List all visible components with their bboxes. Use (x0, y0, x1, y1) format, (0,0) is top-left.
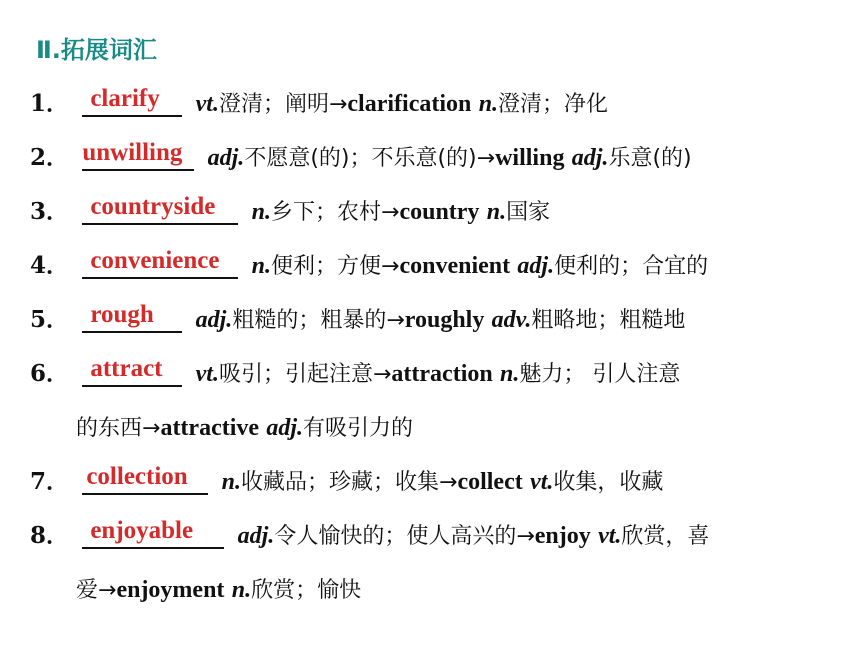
derived-word: willing (495, 145, 565, 171)
answer-word: clarify (90, 85, 160, 112)
derived-word: roughly (404, 307, 485, 333)
item-number: 7． (30, 468, 70, 495)
derived-pos: n. (486, 199, 507, 225)
continued-pos: n. (231, 577, 252, 603)
item-number: 3． (30, 198, 70, 225)
vocab-item-8-continued (76, 570, 840, 610)
item-number: 1． (30, 90, 70, 117)
derived-word: enjoy (534, 523, 591, 549)
vocab-item-4 (30, 246, 840, 286)
part-of-speech: vt. (195, 361, 219, 387)
derived-word: country (399, 199, 480, 225)
answer-blank (82, 303, 182, 333)
derived-definition: 欣赏，喜 (621, 524, 710, 549)
derived-definition: 粗略地；粗糙地 (531, 308, 686, 333)
derived-definition: 便利的；合宜的 (554, 254, 709, 279)
part-of-speech: n. (251, 199, 271, 225)
derived-pos: n. (478, 91, 499, 117)
derived-pos: adv. (491, 307, 532, 333)
answer-word: rough (90, 301, 154, 328)
answer-blank (82, 465, 208, 495)
answer-blank (82, 141, 194, 171)
definition: 粗糙的；粗暴的→ (232, 308, 405, 333)
derived-pos: vt. (598, 523, 622, 549)
definition: 澄清；阐明→ (218, 92, 348, 117)
vocab-item-3 (30, 192, 840, 232)
item-number: 8． (30, 522, 70, 549)
continued-definition: 有吸引力的 (303, 416, 414, 441)
item-number: 5． (30, 306, 70, 333)
definition: 不愿意(的)；不乐意(的)→ (244, 146, 496, 171)
part-of-speech: vt. (195, 91, 219, 117)
definition: 令人愉快的；使人高兴的→ (274, 524, 535, 549)
vocab-item-2 (30, 138, 840, 178)
answer-word: unwilling (82, 139, 183, 166)
item-number: 4． (30, 252, 70, 279)
continued-text: 爱→ (76, 578, 117, 603)
answer-word: convenience (90, 247, 220, 274)
continued-word: enjoyment (116, 577, 225, 603)
answer-blank (82, 87, 182, 117)
section-title: Ⅱ.拓展词汇 (36, 36, 157, 64)
part-of-speech: adj. (195, 307, 233, 333)
derived-pos: adj. (517, 253, 555, 279)
continued-text: 的东西→ (76, 416, 161, 441)
derived-definition: 收集，收藏 (553, 470, 664, 495)
part-of-speech: n. (251, 253, 271, 279)
answer-word: attract (90, 355, 163, 382)
definition: 乡下；农村→ (271, 200, 400, 225)
continued-pos: adj. (266, 415, 304, 441)
vocab-item-6 (30, 354, 840, 394)
vocab-item-1 (30, 84, 840, 124)
answer-word: countryside (90, 193, 216, 220)
item-number: 6． (30, 360, 70, 387)
answer-blank (82, 519, 224, 549)
definition: 收藏品；珍藏；收集→ (241, 470, 458, 495)
item-number: 2． (30, 144, 70, 171)
vocab-item-5 (30, 300, 840, 340)
derived-pos: adj. (571, 145, 609, 171)
derived-definition: 国家 (506, 200, 551, 225)
derived-pos: vt. (530, 469, 554, 495)
continued-word: attractive (160, 415, 260, 441)
derived-definition: 乐意(的) (608, 146, 692, 171)
derived-definition: 魅力； 引人注意 (519, 362, 681, 387)
part-of-speech: n. (221, 469, 241, 495)
answer-blank (82, 357, 182, 387)
vocab-item-7 (30, 462, 840, 502)
definition: 便利；方便→ (271, 254, 400, 279)
derived-word: attraction (391, 361, 493, 387)
continued-definition: 欣赏；愉快 (251, 578, 362, 603)
derived-pos: n. (500, 361, 520, 387)
vocab-item-6-continued (76, 408, 840, 448)
derived-definition: 澄清；净化 (498, 92, 609, 117)
derived-word: convenient (399, 253, 511, 279)
vocab-item-8 (30, 516, 840, 556)
answer-word: enjoyable (90, 517, 194, 544)
part-of-speech: adj. (207, 145, 245, 171)
derived-word: collect (457, 469, 523, 495)
answer-word: collection (86, 463, 188, 490)
definition: 吸引；引起注意→ (218, 362, 392, 387)
part-of-speech: adj. (237, 523, 275, 549)
answer-blank (82, 249, 238, 279)
derived-word: clarification (347, 91, 472, 117)
answer-blank (82, 195, 238, 225)
